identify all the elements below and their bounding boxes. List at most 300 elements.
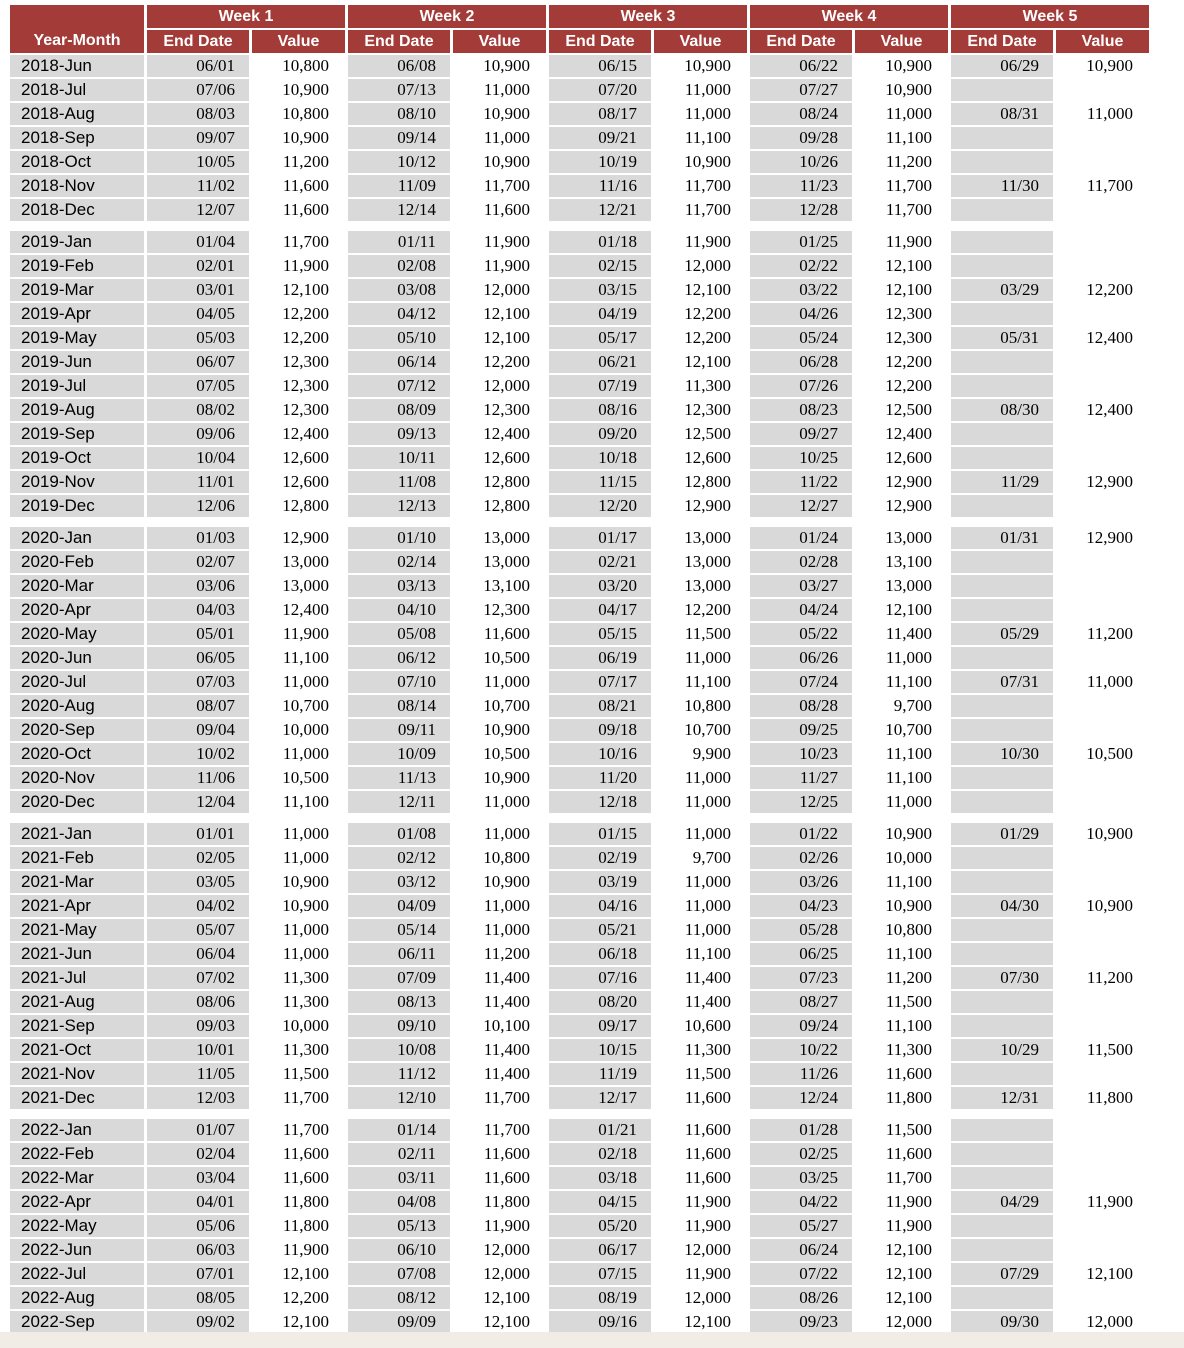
table-row: [10, 423, 1149, 445]
week-2-end-date-cell: 02/14: [348, 551, 450, 573]
table-row: [10, 1239, 1149, 1261]
year-month-cell: 2022-Apr: [10, 1191, 144, 1213]
week-2-end-date-cell: 06/12: [348, 647, 450, 669]
week-4-end-date-cell: 10/25: [750, 447, 852, 469]
week-3-value-cell: 11,100: [654, 943, 747, 965]
week-3-end-date-cell: 10/18: [549, 447, 651, 469]
year-month-cell: 2018-Dec: [10, 199, 144, 221]
week-4-end-date-cell: 01/28: [750, 1119, 852, 1141]
week-4-value-cell: 10,900: [855, 79, 948, 101]
week-1-end-date-cell: 04/05: [147, 303, 249, 325]
year-month-cell: 2021-May: [10, 919, 144, 941]
week-3-end-date-cell: 03/18: [549, 1167, 651, 1189]
week-5-value-cell: [1056, 943, 1149, 965]
week-4-end-date-cell: 07/27: [750, 79, 852, 101]
week-5-end-date-cell: [951, 447, 1053, 469]
week-5-end-date-cell: [951, 199, 1053, 221]
week-3-value-cell: 10,800: [654, 695, 747, 717]
week-2-end-date-cell: 05/14: [348, 919, 450, 941]
week-1-value-cell: 12,600: [252, 447, 345, 469]
week-1-end-date-cell: 02/01: [147, 255, 249, 277]
week-2-end-date-cell: 02/12: [348, 847, 450, 869]
table-row: [10, 743, 1149, 765]
week-4-end-date-cell: 09/28: [750, 127, 852, 149]
week-2-end-date-cell: 06/08: [348, 55, 450, 77]
week-1-value-cell: 11,300: [252, 1039, 345, 1061]
week-5-value-cell: 12,100: [1056, 1263, 1149, 1285]
week-3-value-cell: 11,300: [654, 1039, 747, 1061]
week-2-end-date-cell: 01/08: [348, 823, 450, 845]
table-row: [10, 151, 1149, 173]
week-2-end-date-header: End Date: [348, 30, 450, 53]
week-2-end-date-cell: 06/14: [348, 351, 450, 373]
year-group-spacer: [10, 223, 1149, 229]
week-3-value-cell: 11,000: [654, 103, 747, 125]
week-5-end-date-cell: 01/29: [951, 823, 1053, 845]
week-4-value-cell: 13,000: [855, 527, 948, 549]
week-2-value-header: Value: [453, 30, 546, 53]
week-5-value-cell: [1056, 1215, 1149, 1237]
week-3-value-cell: 9,900: [654, 743, 747, 765]
week-4-value-cell: 12,100: [855, 599, 948, 621]
week-3-value-cell: 11,700: [654, 199, 747, 221]
week-2-value-cell: 11,600: [453, 199, 546, 221]
week-3-end-date-cell: 08/19: [549, 1287, 651, 1309]
week-3-end-date-cell: 04/15: [549, 1191, 651, 1213]
week-4-end-date-cell: 03/26: [750, 871, 852, 893]
week-1-end-date-cell: 06/03: [147, 1239, 249, 1261]
week-4-end-date-cell: 06/25: [750, 943, 852, 965]
table-row: [10, 575, 1149, 597]
week-5-end-date-cell: [951, 495, 1053, 517]
year-month-cell: 2020-Dec: [10, 791, 144, 813]
week-3-end-date-cell: 12/20: [549, 495, 651, 517]
week-4-end-date-cell: 11/23: [750, 175, 852, 197]
year-month-cell: 2020-Aug: [10, 695, 144, 717]
table-row: [10, 327, 1149, 349]
week-4-end-date-cell: 07/23: [750, 967, 852, 989]
week-4-value-cell: 10,900: [855, 895, 948, 917]
table-row: [10, 1311, 1149, 1333]
week-1-end-date-cell: 11/06: [147, 767, 249, 789]
year-month-cell: 2019-Nov: [10, 471, 144, 493]
week-5-end-date-cell: 10/29: [951, 1039, 1053, 1061]
week-2-value-cell: 12,200: [453, 351, 546, 373]
week-4-end-date-cell: 07/24: [750, 671, 852, 693]
week-4-header: Week 4: [750, 5, 948, 28]
week-3-value-cell: 12,200: [654, 327, 747, 349]
week-1-end-date-cell: 01/01: [147, 823, 249, 845]
week-5-end-date-cell: [951, 551, 1053, 573]
week-4-end-date-cell: 06/22: [750, 55, 852, 77]
week-3-end-date-cell: 04/17: [549, 599, 651, 621]
week-5-value-cell: [1056, 1167, 1149, 1189]
week-5-end-date-cell: [951, 423, 1053, 445]
week-2-value-cell: 11,900: [453, 231, 546, 253]
week-3-end-date-cell: 06/21: [549, 351, 651, 373]
week-3-end-date-cell: 01/15: [549, 823, 651, 845]
week-4-value-cell: 11,100: [855, 127, 948, 149]
week-1-value-cell: 11,100: [252, 647, 345, 669]
week-3-value-cell: 10,600: [654, 1015, 747, 1037]
week-4-value-cell: 11,300: [855, 1039, 948, 1061]
week-3-value-cell: 11,000: [654, 871, 747, 893]
week-4-end-date-cell: 11/26: [750, 1063, 852, 1085]
week-5-value-cell: [1056, 647, 1149, 669]
week-3-value-cell: 11,600: [654, 1087, 747, 1109]
week-1-value-cell: 11,700: [252, 1119, 345, 1141]
year-month-cell: 2022-May: [10, 1215, 144, 1237]
week-4-end-date-cell: 06/26: [750, 647, 852, 669]
week-5-end-date-cell: 04/30: [951, 895, 1053, 917]
week-5-end-date-cell: [951, 351, 1053, 373]
table-row: [10, 79, 1149, 101]
spacer-cell: [10, 1111, 1149, 1117]
week-4-value-cell: 11,600: [855, 1063, 948, 1085]
week-2-end-date-cell: 02/08: [348, 255, 450, 277]
week-2-end-date-cell: 07/12: [348, 375, 450, 397]
table-header: [10, 5, 1149, 53]
week-5-end-date-cell: [951, 255, 1053, 277]
week-2-end-date-cell: 10/09: [348, 743, 450, 765]
week-5-end-date-cell: 07/30: [951, 967, 1053, 989]
week-2-end-date-cell: 08/09: [348, 399, 450, 421]
week-3-value-cell: 10,700: [654, 719, 747, 741]
week-5-end-date-cell: [951, 599, 1053, 621]
week-4-value-cell: 12,300: [855, 303, 948, 325]
week-5-value-cell: 11,000: [1056, 671, 1149, 693]
week-4-value-cell: 11,900: [855, 1215, 948, 1237]
week-5-value-cell: [1056, 447, 1149, 469]
week-3-value-cell: 12,000: [654, 255, 747, 277]
week-5-value-cell: [1056, 1287, 1149, 1309]
week-2-value-cell: 12,100: [453, 1311, 546, 1333]
week-2-end-date-cell: 10/08: [348, 1039, 450, 1061]
week-3-end-date-cell: 12/18: [549, 791, 651, 813]
week-2-value-cell: 12,000: [453, 279, 546, 301]
table-row: [10, 791, 1149, 813]
week-3-value-cell: 11,100: [654, 671, 747, 693]
week-1-value-cell: 10,700: [252, 695, 345, 717]
week-3-value-cell: 11,100: [654, 127, 747, 149]
week-5-value-cell: 12,900: [1056, 527, 1149, 549]
week-1-end-date-cell: 09/02: [147, 1311, 249, 1333]
year-month-header: Year-Month: [10, 5, 144, 53]
week-4-end-date-cell: 08/27: [750, 991, 852, 1013]
week-1-end-date-cell: 12/06: [147, 495, 249, 517]
week-2-value-cell: 11,400: [453, 1039, 546, 1061]
week-3-end-date-cell: 10/19: [549, 151, 651, 173]
week-1-end-date-cell: 07/05: [147, 375, 249, 397]
week-1-end-date-cell: 07/02: [147, 967, 249, 989]
week-5-value-cell: 11,900: [1056, 1191, 1149, 1213]
week-1-value-cell: 12,100: [252, 1311, 345, 1333]
table-row: [10, 471, 1149, 493]
table-row: [10, 1191, 1149, 1213]
week-1-value-cell: 11,600: [252, 175, 345, 197]
week-5-end-date-cell: [951, 695, 1053, 717]
week-header-row: [10, 5, 1149, 28]
week-1-value-cell: 10,800: [252, 55, 345, 77]
week-4-value-cell: 9,700: [855, 695, 948, 717]
week-4-end-date-cell: 02/22: [750, 255, 852, 277]
spacer-cell: [10, 519, 1149, 525]
week-3-value-cell: 11,600: [654, 1143, 747, 1165]
week-2-end-date-cell: 08/13: [348, 991, 450, 1013]
week-2-value-cell: 11,400: [453, 991, 546, 1013]
week-2-value-cell: 12,300: [453, 399, 546, 421]
week-1-end-date-cell: 04/03: [147, 599, 249, 621]
week-1-value-cell: 12,400: [252, 599, 345, 621]
week-5-value-cell: [1056, 1143, 1149, 1165]
table-row: [10, 447, 1149, 469]
week-1-value-cell: 12,400: [252, 423, 345, 445]
week-4-value-cell: 10,700: [855, 719, 948, 741]
week-1-end-date-cell: 05/01: [147, 623, 249, 645]
table-row: [10, 551, 1149, 573]
week-1-value-cell: 10,900: [252, 871, 345, 893]
year-month-cell: 2021-Nov: [10, 1063, 144, 1085]
week-2-value-cell: 12,000: [453, 1263, 546, 1285]
week-3-value-cell: 12,900: [654, 495, 747, 517]
year-month-cell: 2021-Dec: [10, 1087, 144, 1109]
week-2-value-cell: 12,800: [453, 471, 546, 493]
week-2-end-date-cell: 04/10: [348, 599, 450, 621]
week-3-value-cell: 12,200: [654, 599, 747, 621]
week-4-end-date-cell: 12/25: [750, 791, 852, 813]
week-1-header: Week 1: [147, 5, 345, 28]
week-2-end-date-cell: 08/12: [348, 1287, 450, 1309]
week-4-end-date-cell: 11/22: [750, 471, 852, 493]
week-2-end-date-cell: 07/13: [348, 79, 450, 101]
week-4-end-date-cell: 10/26: [750, 151, 852, 173]
week-1-end-date-cell: 03/05: [147, 871, 249, 893]
week-5-value-cell: [1056, 151, 1149, 173]
week-5-value-cell: [1056, 991, 1149, 1013]
week-2-end-date-cell: 05/10: [348, 327, 450, 349]
week-5-value-cell: [1056, 79, 1149, 101]
table-row: [10, 55, 1149, 77]
week-1-end-date-cell: 04/02: [147, 895, 249, 917]
week-2-end-date-cell: 07/10: [348, 671, 450, 693]
week-5-value-cell: 12,400: [1056, 399, 1149, 421]
week-2-end-date-cell: 09/13: [348, 423, 450, 445]
year-month-cell: 2022-Sep: [10, 1311, 144, 1333]
week-2-value-cell: 11,000: [453, 895, 546, 917]
week-3-value-cell: 11,000: [654, 895, 747, 917]
week-2-value-cell: 11,700: [453, 1087, 546, 1109]
week-4-end-date-cell: 08/24: [750, 103, 852, 125]
week-1-end-date-cell: 11/01: [147, 471, 249, 493]
week-2-value-cell: 11,800: [453, 1191, 546, 1213]
week-2-end-date-cell: 08/10: [348, 103, 450, 125]
week-4-end-date-cell: 05/28: [750, 919, 852, 941]
week-3-end-date-cell: 05/21: [549, 919, 651, 941]
week-2-value-cell: 10,900: [453, 719, 546, 741]
week-2-value-cell: 11,400: [453, 1063, 546, 1085]
week-1-value-cell: 12,800: [252, 495, 345, 517]
year-month-cell: 2021-Feb: [10, 847, 144, 869]
week-2-value-cell: 13,000: [453, 551, 546, 573]
table-row: [10, 399, 1149, 421]
week-1-end-date-cell: 08/03: [147, 103, 249, 125]
week-3-value-cell: 11,900: [654, 1191, 747, 1213]
week-2-end-date-cell: 03/12: [348, 871, 450, 893]
week-5-value-cell: 10,500: [1056, 743, 1149, 765]
week-3-value-cell: 10,900: [654, 151, 747, 173]
week-2-value-cell: 10,900: [453, 151, 546, 173]
week-5-end-date-cell: [951, 79, 1053, 101]
table-row: [10, 1167, 1149, 1189]
week-5-end-date-cell: [951, 575, 1053, 597]
week-5-end-date-cell: [951, 1239, 1053, 1261]
year-month-cell: 2020-Sep: [10, 719, 144, 741]
week-3-end-date-cell: 10/15: [549, 1039, 651, 1061]
week-5-value-cell: [1056, 847, 1149, 869]
week-1-value-cell: 12,600: [252, 471, 345, 493]
table-row: [10, 199, 1149, 221]
week-4-value-cell: 12,100: [855, 279, 948, 301]
week-2-value-cell: 11,700: [453, 175, 546, 197]
week-1-end-date-cell: 10/02: [147, 743, 249, 765]
week-1-end-date-cell: 05/06: [147, 1215, 249, 1237]
week-4-end-date-cell: 05/22: [750, 623, 852, 645]
year-month-cell: 2020-Jul: [10, 671, 144, 693]
week-5-value-cell: [1056, 127, 1149, 149]
year-group-spacer: [10, 1111, 1149, 1117]
table-row: [10, 255, 1149, 277]
table-row: [10, 599, 1149, 621]
week-3-end-date-cell: 04/19: [549, 303, 651, 325]
week-2-end-date-cell: 04/08: [348, 1191, 450, 1213]
week-4-end-date-cell: 08/28: [750, 695, 852, 717]
week-5-end-date-cell: [951, 871, 1053, 893]
week-3-end-date-cell: 07/19: [549, 375, 651, 397]
year-month-cell: 2020-Feb: [10, 551, 144, 573]
week-3-value-cell: 12,000: [654, 1239, 747, 1261]
week-1-end-date-cell: 10/01: [147, 1039, 249, 1061]
week-5-end-date-cell: 06/29: [951, 55, 1053, 77]
week-1-value-cell: 12,300: [252, 375, 345, 397]
week-4-value-cell: 12,200: [855, 375, 948, 397]
week-2-value-cell: 11,700: [453, 1119, 546, 1141]
week-2-value-cell: 11,000: [453, 791, 546, 813]
week-1-end-date-cell: 09/06: [147, 423, 249, 445]
week-1-value-cell: 10,000: [252, 719, 345, 741]
week-2-value-cell: 11,900: [453, 1215, 546, 1237]
week-4-end-date-cell: 04/23: [750, 895, 852, 917]
week-4-value-cell: 11,400: [855, 623, 948, 645]
week-1-end-date-cell: 01/07: [147, 1119, 249, 1141]
week-3-value-cell: 12,800: [654, 471, 747, 493]
week-2-value-cell: 11,000: [453, 823, 546, 845]
week-3-value-cell: 11,400: [654, 991, 747, 1013]
week-2-end-date-cell: 09/10: [348, 1015, 450, 1037]
week-1-end-date-cell: 09/04: [147, 719, 249, 741]
week-2-end-date-cell: 01/10: [348, 527, 450, 549]
week-1-value-cell: 11,000: [252, 943, 345, 965]
week-3-value-cell: 11,400: [654, 967, 747, 989]
week-1-value-cell: 11,000: [252, 743, 345, 765]
week-5-end-date-cell: [951, 847, 1053, 869]
week-2-end-date-cell: 11/09: [348, 175, 450, 197]
week-3-end-date-cell: 04/16: [549, 895, 651, 917]
week-4-value-cell: 12,600: [855, 447, 948, 469]
week-3-end-date-cell: 07/20: [549, 79, 651, 101]
week-3-end-date-cell: 08/21: [549, 695, 651, 717]
week-2-end-date-cell: 05/08: [348, 623, 450, 645]
week-2-end-date-cell: 09/11: [348, 719, 450, 741]
week-4-value-cell: 11,000: [855, 647, 948, 669]
year-month-cell: 2021-Jan: [10, 823, 144, 845]
week-4-end-date-cell: 02/26: [750, 847, 852, 869]
week-3-value-cell: 12,600: [654, 447, 747, 469]
week-4-end-date-cell: 05/24: [750, 327, 852, 349]
table-row: [10, 527, 1149, 549]
week-5-value-cell: 11,200: [1056, 623, 1149, 645]
bottom-margin-strip: [0, 1332, 1184, 1348]
week-3-end-date-cell: 02/21: [549, 551, 651, 573]
table-row: [10, 1287, 1149, 1309]
year-month-cell: 2021-Apr: [10, 895, 144, 917]
week-1-value-cell: 12,900: [252, 527, 345, 549]
week-1-value-cell: 12,200: [252, 303, 345, 325]
week-3-end-date-cell: 09/21: [549, 127, 651, 149]
week-3-value-cell: 12,300: [654, 399, 747, 421]
week-4-value-cell: 12,400: [855, 423, 948, 445]
week-3-value-cell: 12,100: [654, 351, 747, 373]
week-4-end-date-cell: 12/24: [750, 1087, 852, 1109]
week-5-value-cell: [1056, 1239, 1149, 1261]
week-2-value-cell: 11,900: [453, 255, 546, 277]
week-4-value-cell: 11,000: [855, 791, 948, 813]
week-5-value-cell: 12,000: [1056, 1311, 1149, 1333]
week-5-value-cell: [1056, 719, 1149, 741]
week-3-end-date-cell: 06/19: [549, 647, 651, 669]
week-4-value-cell: 11,700: [855, 199, 948, 221]
week-3-value-cell: 12,200: [654, 303, 747, 325]
week-3-end-date-cell: 05/15: [549, 623, 651, 645]
week-2-value-cell: 11,600: [453, 623, 546, 645]
week-4-end-date-cell: 01/22: [750, 823, 852, 845]
year-month-cell: 2021-Jun: [10, 943, 144, 965]
week-5-value-cell: [1056, 255, 1149, 277]
week-5-value-cell: [1056, 375, 1149, 397]
week-3-value-cell: 10,900: [654, 55, 747, 77]
table-row: [10, 103, 1149, 125]
week-5-value-cell: 11,800: [1056, 1087, 1149, 1109]
week-3-value-cell: 11,000: [654, 767, 747, 789]
week-1-end-date-cell: 01/04: [147, 231, 249, 253]
week-5-end-date-cell: [951, 767, 1053, 789]
week-4-end-date-cell: 03/22: [750, 279, 852, 301]
week-5-end-date-cell: [951, 791, 1053, 813]
week-1-value-cell: 11,800: [252, 1191, 345, 1213]
week-5-value-cell: [1056, 919, 1149, 941]
table-row: [10, 919, 1149, 941]
table-row: [10, 495, 1149, 517]
week-1-value-cell: 11,000: [252, 919, 345, 941]
week-1-value-header: Value: [252, 30, 345, 53]
year-month-cell: 2018-Jun: [10, 55, 144, 77]
week-3-end-date-cell: 01/18: [549, 231, 651, 253]
week-5-value-cell: [1056, 423, 1149, 445]
year-month-cell: 2020-Jan: [10, 527, 144, 549]
week-1-value-cell: 11,300: [252, 991, 345, 1013]
week-3-end-date-cell: 06/18: [549, 943, 651, 965]
year-month-cell: 2020-Apr: [10, 599, 144, 621]
week-2-end-date-cell: 02/11: [348, 1143, 450, 1165]
